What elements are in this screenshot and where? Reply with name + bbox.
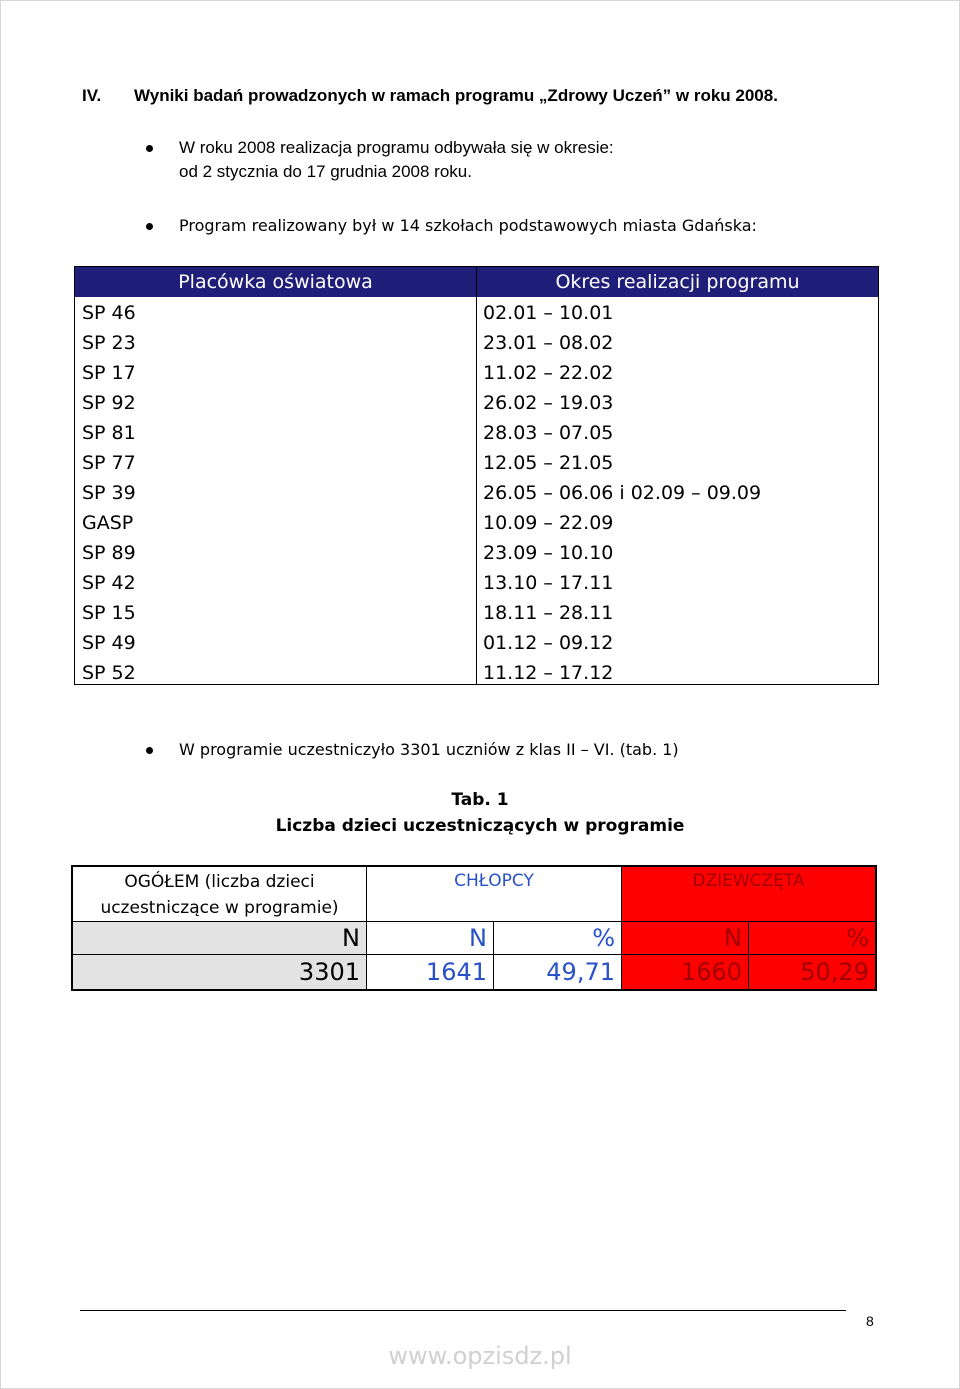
- bullet-schools-text: Program realizowany był w 14 szkołach podstawowych miasta Gdańska:: [179, 216, 757, 235]
- bullet-participants: [146, 738, 679, 762]
- section-heading: [82, 86, 778, 106]
- schools-table: [74, 266, 879, 685]
- stats-sub-boys-pct: %: [494, 922, 622, 955]
- school-name: SP 46: [82, 302, 136, 324]
- school-period: 01.12 – 09.12: [483, 632, 614, 654]
- bullet-icon: [146, 747, 153, 754]
- footer-divider: [80, 1310, 846, 1311]
- stats-sub-girls-pct: %: [749, 922, 875, 955]
- stats-header-total-line2: uczestniczące w programie): [100, 898, 339, 918]
- schools-column: [82, 298, 136, 688]
- stats-header-total-line1: OGÓŁEM (liczba dzieci: [124, 872, 315, 892]
- school-name: SP 77: [82, 452, 136, 474]
- school-period: 11.02 – 22.02: [483, 362, 614, 384]
- stats-total-value: 3301: [73, 955, 367, 989]
- stats-girls-n-value: 1660: [622, 955, 749, 989]
- stats-sub-boys-n: N: [367, 922, 494, 955]
- school-name: SP 89: [82, 542, 136, 564]
- school-name: SP 17: [82, 362, 136, 384]
- watermark: www.opzisdz.pl: [388, 1342, 572, 1370]
- school-name: SP 52: [82, 662, 136, 684]
- stats-header-girls: DZIEWCZĘTA: [622, 867, 875, 922]
- school-name: GASP: [82, 512, 134, 534]
- stats-table: [71, 865, 877, 991]
- school-name: SP 81: [82, 422, 136, 444]
- school-name: SP 39: [82, 482, 136, 504]
- school-period: 26.05 – 06.06 i 02.09 – 09.09: [483, 482, 762, 504]
- school-period: 23.01 – 08.02: [483, 332, 614, 354]
- school-name: SP 23: [82, 332, 136, 354]
- bullet-schools: [146, 214, 757, 238]
- school-period: 26.02 – 19.03: [483, 392, 614, 414]
- school-period: 02.01 – 10.01: [483, 302, 614, 324]
- stats-girls-pct-value: 50,29: [749, 955, 875, 989]
- section-number: IV.: [82, 86, 102, 105]
- school-name: SP 49: [82, 632, 136, 654]
- school-period: 13.10 – 17.11: [483, 572, 614, 594]
- bullet-period-line1: W roku 2008 realizacja programu odbywała się w okresie:: [179, 138, 614, 157]
- school-period: 28.03 – 07.05: [483, 422, 614, 444]
- stats-sub-girls-n: N: [622, 922, 749, 955]
- stats-header-total: [73, 867, 367, 922]
- table-label: Tab. 1: [451, 790, 509, 810]
- table-title: Liczba dzieci uczestniczących w programie: [275, 816, 685, 836]
- school-period: 12.05 – 21.05: [483, 452, 614, 474]
- periods-column: [483, 298, 761, 688]
- bullet-icon: [146, 223, 153, 230]
- bullet-period-line2: od 2 stycznia do 17 grudnia 2008 roku.: [179, 162, 472, 181]
- stats-header-boys: CHŁOPCY: [367, 867, 622, 922]
- school-period: 11.12 – 17.12: [483, 662, 614, 684]
- schools-header-period: Okres realizacji programu: [477, 267, 878, 297]
- bullet-participants-text: W programie uczestniczyło 3301 uczniów z klas II – VI. (tab. 1): [179, 740, 679, 759]
- school-period: 23.09 – 10.10: [483, 542, 614, 564]
- school-period: 10.09 – 22.09: [483, 512, 614, 534]
- school-name: SP 15: [82, 602, 136, 624]
- section-title: Wyniki badań prowadzonych w ramach programu „Zdrowy Uczeń” w roku 2008.: [134, 86, 778, 105]
- column-divider: [476, 267, 477, 684]
- bullet-period: [146, 136, 614, 184]
- page-number: 8: [866, 1313, 874, 1329]
- school-name: SP 92: [82, 392, 136, 414]
- stats-sub-total: N: [73, 922, 367, 955]
- school-period: 18.11 – 28.11: [483, 602, 614, 624]
- bullet-icon: [146, 145, 153, 152]
- schools-header-school: Placówka oświatowa: [75, 267, 476, 297]
- stats-boys-n-value: 1641: [367, 955, 494, 989]
- stats-boys-pct-value: 49,71: [494, 955, 622, 989]
- school-name: SP 42: [82, 572, 136, 594]
